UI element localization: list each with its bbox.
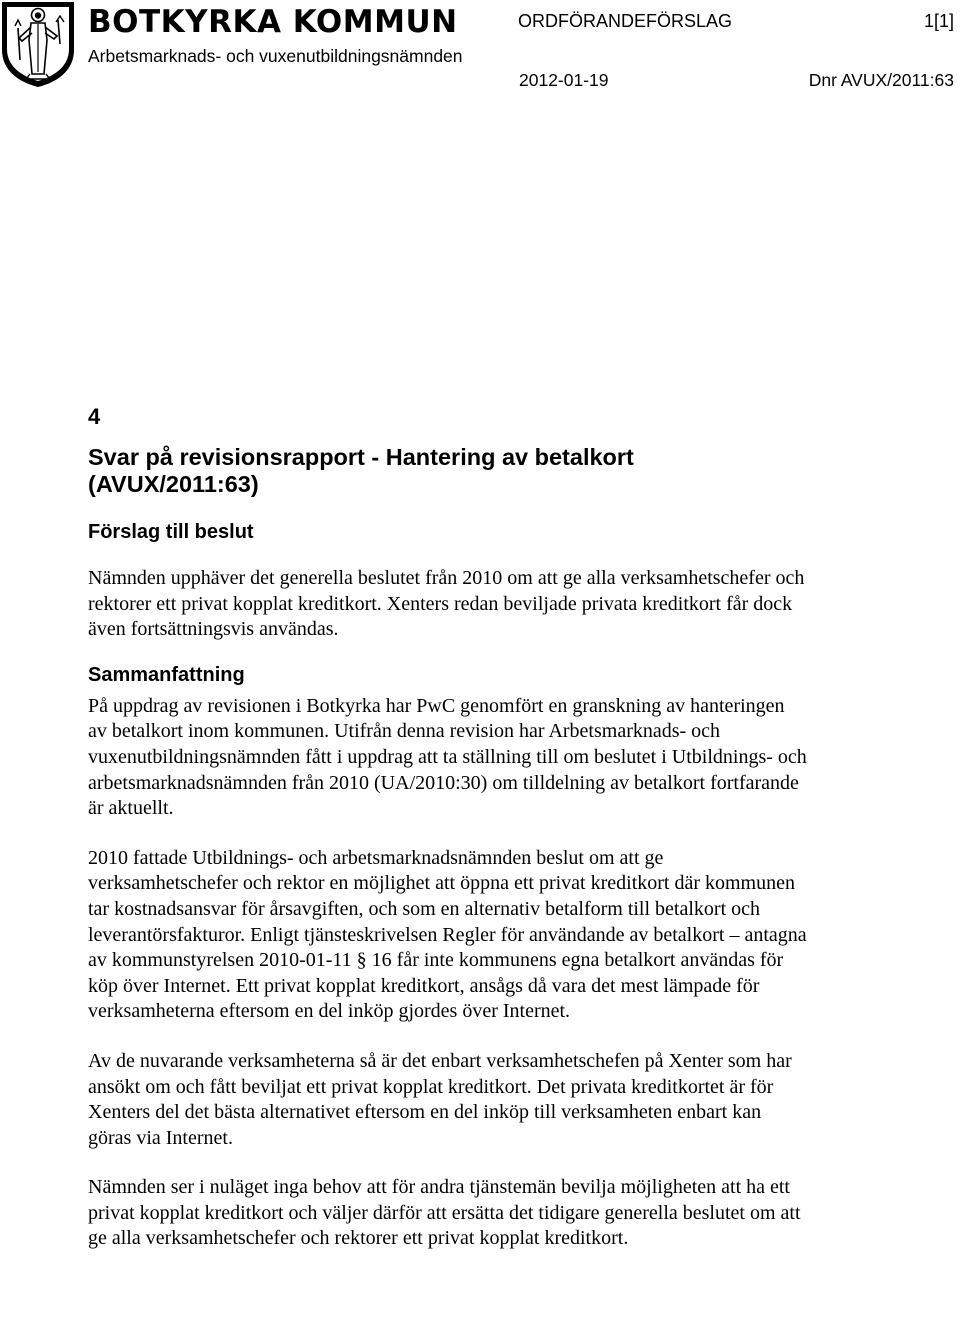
- title-line-2: (AVUX/2011:63): [88, 471, 259, 497]
- municipal-crest-logo: [0, 0, 76, 88]
- document-date: 2012-01-19: [519, 70, 609, 90]
- agenda-item-number: 4: [88, 404, 101, 429]
- section-heading-proposal: Förslag till beslut: [88, 521, 254, 543]
- summary-paragraph-2: 2010 fattade Utbildnings- och arbetsmarknadsnämnden beslut om att ge verksamhetschefer och rektor en möjlighet att öppna ett privat kreditkort där kommunen tar kostnadsansvar för årsavgiften, och som en alternativ betalform till betalkort och leverantörsfakturor. Enligt tjänsteskrivelsen Regler för användande av betalkort – antagna av kommunstyrelsen 2010-01-11 § 16 får inte kommunens egna betalkort användas för köp över Internet. Ett privat kopplat kreditkort, ansågs då vara det mest lämpade för verksamheterna eftersom en del inköp gjordes över Internet.: [88, 846, 807, 1023]
- title-line-1: Svar på revisionsrapport - Hantering av betalkort: [88, 444, 634, 470]
- summary-paragraph-1: På uppdrag av revisionen i Botkyrka har PwC genomfört en granskning av hanteringen av betalkort inom kommunen. Utifrån denna revision har Arbetsmarknads- och vuxenutbildningsnämnden fått i uppdrag att ta ställning till om beslutet i Utbildnings- och arbetsmarknadsnämnden från 2010 (UA/2010:30) om tilldelning av betalkort fortfarande är aktuellt.: [88, 694, 807, 820]
- document-type: ORDFÖRANDEFÖRSLAG: [518, 11, 733, 31]
- proposal-paragraph: Nämnden upphäver det generella beslutet från 2010 om att ge alla verksamhetschefer och rektorer ett privat kopplat kreditkort. Xenters redan beviljade privata kreditkort får dock även fortsättningsvis användas.: [88, 567, 805, 641]
- organization-name: BOTKYRKA KOMMUN: [88, 4, 458, 40]
- summary-paragraph-4: Nämnden ser i nuläget inga behov att för andra tjänstemän bevilja möjligheten att ha ett privat kopplat kreditkort och väljer därför att ersätta det tidigare generella beslutet om att ge alla verksamhetschefer och rektorer ett privat kopplat kreditkort.: [88, 1176, 801, 1250]
- section-heading-summary: Sammanfattning: [88, 663, 245, 686]
- committee-name: Arbetsmarknads- och vuxenutbildningsnämnden: [88, 46, 463, 66]
- summary-paragraph-3: Av de nuvarande verksamheterna så är det enbart verksamhetschefen på Xenter som har ansökt om och fått beviljat ett privat kopplat kreditkort. Det privata kreditkortet är för Xenters del det bästa alternativet eftersom en del inköp till verksamheten enbart kan göras via Internet.: [88, 1049, 792, 1149]
- page-number: 1[1]: [923, 11, 954, 31]
- document-body: [88, 402, 808, 1252]
- document-title: [88, 444, 808, 498]
- reference-number: Dnr AVUX/2011:63: [808, 70, 954, 90]
